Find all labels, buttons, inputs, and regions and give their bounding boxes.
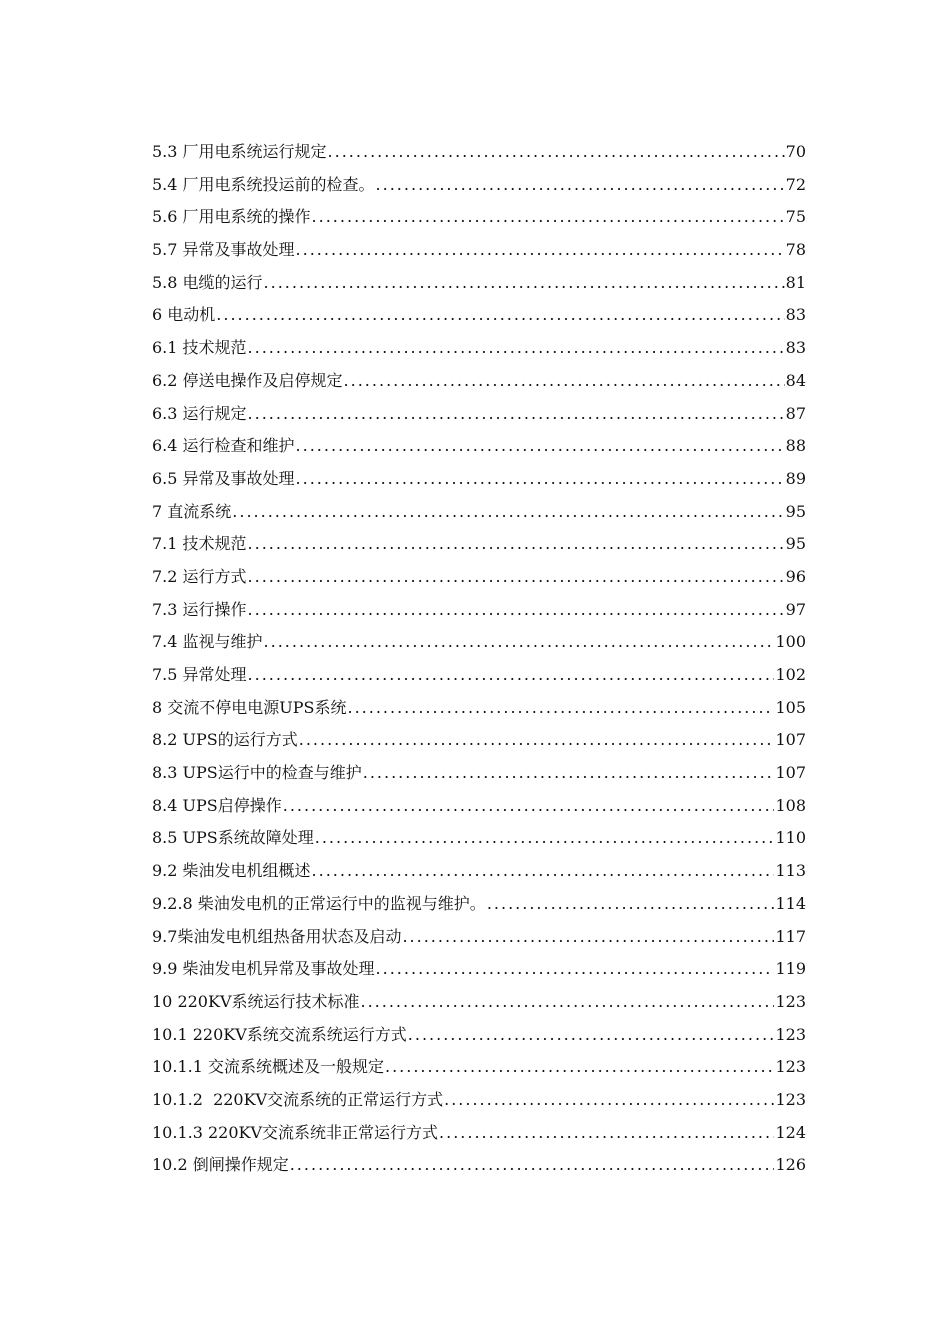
toc-entry-page-number: 105 [775, 697, 806, 717]
toc-dot-leader [290, 1149, 775, 1182]
toc-entry-page-number: 110 [775, 828, 806, 848]
toc-entry-page-number: 100 [775, 632, 806, 652]
toc-entry-page-number: 102 [775, 665, 806, 684]
toc-entry-title: 6.5 异常及事故处理 [152, 468, 295, 488]
toc-dot-leader [361, 986, 775, 1019]
toc-entry[interactable] [152, 921, 806, 954]
toc-entry[interactable] [152, 757, 806, 790]
toc-entry-title: 9.2.8 柴油发电机的正常运行中的监视与维护。 [152, 893, 486, 913]
toc-entry[interactable] [152, 267, 806, 300]
toc-entry-title: 7.5 异常处理 [152, 665, 247, 684]
toc-entry[interactable] [152, 234, 806, 267]
toc-dot-leader [264, 626, 775, 659]
toc-dot-leader [487, 888, 775, 921]
toc-entry-title: 5.4 厂用电系统投运前的检查。 [152, 174, 375, 194]
toc-dot-leader [347, 692, 774, 725]
toc-entry-page-number: 78 [785, 240, 806, 260]
toc-dot-leader [248, 398, 785, 431]
toc-entry-page-number: 107 [775, 763, 806, 783]
toc-entry-title: 10.1.3 220KV交流系统非正常运行方式 [152, 1122, 439, 1142]
toc-entry-page-number: 89 [785, 468, 806, 488]
toc-entry-page-number: 95 [785, 501, 806, 521]
toc-entry-page-number: 123 [775, 1089, 806, 1109]
toc-entry[interactable] [152, 953, 806, 986]
toc-entry-page-number: 83 [785, 338, 806, 358]
toc-dot-leader [328, 136, 785, 169]
toc-entry-page-number: 72 [785, 174, 806, 194]
toc-entry[interactable] [152, 692, 806, 725]
toc-entry[interactable] [152, 398, 806, 431]
toc-entry-page-number: 113 [775, 861, 806, 881]
toc-entry-title: 7 直流系统 [152, 501, 232, 521]
toc-dot-leader [376, 953, 775, 986]
toc-entry-title: 6.1 技术规范 [152, 338, 247, 358]
toc-dot-leader [296, 463, 785, 496]
toc-dot-leader [312, 855, 775, 888]
toc-dot-leader [315, 822, 775, 855]
toc-dot-leader [248, 561, 785, 594]
toc-entry[interactable] [152, 1084, 806, 1117]
toc-entry-title: 10 220KV系统运行技术标准 [152, 991, 360, 1011]
toc-entry[interactable] [152, 528, 806, 561]
toc-entry[interactable] [152, 724, 806, 757]
toc-entry-page-number: 107 [775, 730, 806, 750]
toc-dot-leader [312, 201, 785, 234]
toc-entry-title: 5.3 厂用电系统运行规定 [152, 142, 327, 161]
toc-entry-title: 5.7 异常及事故处理 [152, 240, 295, 260]
toc-entry-title: 10.1.1 交流系统概述及一般规定 [152, 1057, 384, 1077]
toc-entry[interactable] [152, 430, 806, 463]
toc-dot-leader [299, 724, 775, 757]
toc-entry-page-number: 75 [785, 207, 806, 227]
toc-dot-leader [363, 757, 775, 790]
toc-entry[interactable] [152, 496, 806, 529]
toc-entry-title: 5.6 厂用电系统的操作 [152, 207, 311, 227]
toc-entry-page-number: 123 [775, 1057, 806, 1077]
toc-entry-page-number: 124 [775, 1122, 806, 1142]
toc-entry-page-number: 97 [785, 599, 806, 619]
toc-entry-page-number: 126 [775, 1155, 806, 1175]
toc-entry-page-number: 114 [775, 893, 806, 913]
toc-dot-leader [385, 1051, 774, 1084]
toc-entry-title: 6 电动机 [152, 305, 216, 325]
toc-entry[interactable] [152, 986, 806, 1019]
toc-entry-title: 7.2 运行方式 [152, 566, 247, 586]
toc-entry-page-number: 84 [785, 370, 806, 390]
toc-entry[interactable] [152, 561, 806, 594]
toc-entry[interactable] [152, 1019, 806, 1052]
toc-entry-page-number: 123 [775, 991, 806, 1011]
toc-dot-leader [248, 594, 785, 627]
toc-entry[interactable] [152, 463, 806, 496]
toc-entry-title: 6.2 停送电操作及启停规定 [152, 370, 343, 390]
toc-entry-page-number: 119 [775, 959, 806, 979]
toc-entry-title: 8.4 UPS启停操作 [152, 795, 282, 815]
toc-entry-title: 7.4 监视与维护 [152, 632, 263, 652]
toc-entry-page-number: 96 [785, 566, 806, 586]
toc-entry-title: 9.7柴油发电机组热备用状态及启动 [152, 926, 402, 946]
toc-entry[interactable] [152, 1051, 806, 1084]
toc-entry-title: 8.2 UPS的运行方式 [152, 730, 298, 750]
toc-dot-leader [296, 234, 785, 267]
toc-entry-page-number: 95 [785, 534, 806, 554]
toc-dot-leader [444, 1084, 774, 1117]
toc-entry[interactable] [152, 855, 806, 888]
toc-entry[interactable] [152, 299, 806, 332]
toc-dot-leader [402, 921, 774, 954]
toc-entry[interactable] [152, 790, 806, 823]
toc-entry[interactable] [152, 1149, 806, 1182]
toc-entry-title: 6.3 运行规定 [152, 403, 247, 423]
toc-entry-page-number: 108 [775, 795, 806, 815]
toc-entry[interactable] [152, 626, 806, 659]
toc-entry[interactable] [152, 332, 806, 365]
toc-entry-title: 7.1 技术规范 [152, 534, 247, 554]
toc-entry-title: 8 交流不停电电源UPS系统 [152, 697, 347, 717]
toc-entry-title: 10.2 倒闸操作规定 [152, 1155, 289, 1175]
toc-entry-title: 7.3 运行操作 [152, 599, 247, 619]
toc-entry-title: 5.8 电缆的运行 [152, 272, 263, 292]
toc-entry-title: 6.4 运行检查和维护 [152, 436, 295, 456]
toc-entry-page-number: 123 [775, 1024, 806, 1044]
toc-dot-leader [248, 332, 785, 365]
toc-dot-leader [408, 1019, 775, 1052]
toc-entry-page-number: 87 [785, 403, 806, 423]
toc-entry[interactable] [152, 659, 806, 692]
toc-dot-leader [439, 1117, 774, 1150]
toc-entry-title: 10.1.2 220KV交流系统的正常运行方式 [152, 1089, 444, 1109]
toc-dot-leader [248, 659, 775, 692]
table-of-contents [152, 136, 806, 1182]
toc-entry-title: 9.9 柴油发电机异常及事故处理 [152, 959, 375, 979]
toc-dot-leader [248, 528, 785, 561]
toc-dot-leader [264, 267, 785, 300]
toc-entry-page-number: 88 [785, 436, 806, 456]
toc-entry-title: 8.5 UPS系统故障处理 [152, 828, 314, 848]
toc-entry[interactable] [152, 1117, 806, 1150]
toc-entry-title: 9.2 柴油发电机组概述 [152, 861, 311, 881]
toc-dot-leader [283, 790, 775, 823]
toc-dot-leader [296, 430, 785, 463]
toc-entry[interactable] [152, 201, 806, 234]
toc-entry-title: 8.3 UPS运行中的检查与维护 [152, 763, 362, 783]
toc-entry[interactable] [152, 822, 806, 855]
toc-entry-page-number: 70 [785, 142, 806, 161]
toc-entry-page-number: 81 [785, 272, 806, 292]
toc-entry-page-number: 117 [775, 926, 806, 946]
toc-dot-leader [216, 299, 784, 332]
toc-entry[interactable] [152, 594, 806, 627]
toc-entry-page-number: 83 [785, 305, 806, 325]
toc-dot-leader [232, 496, 784, 529]
toc-entry-title: 10.1 220KV系统交流系统运行方式 [152, 1024, 407, 1044]
toc-entry[interactable] [152, 888, 806, 921]
toc-entry[interactable] [152, 169, 806, 202]
toc-dot-leader [376, 169, 785, 202]
toc-entry[interactable] [152, 136, 806, 169]
toc-entry[interactable] [152, 365, 806, 398]
toc-dot-leader [344, 365, 785, 398]
